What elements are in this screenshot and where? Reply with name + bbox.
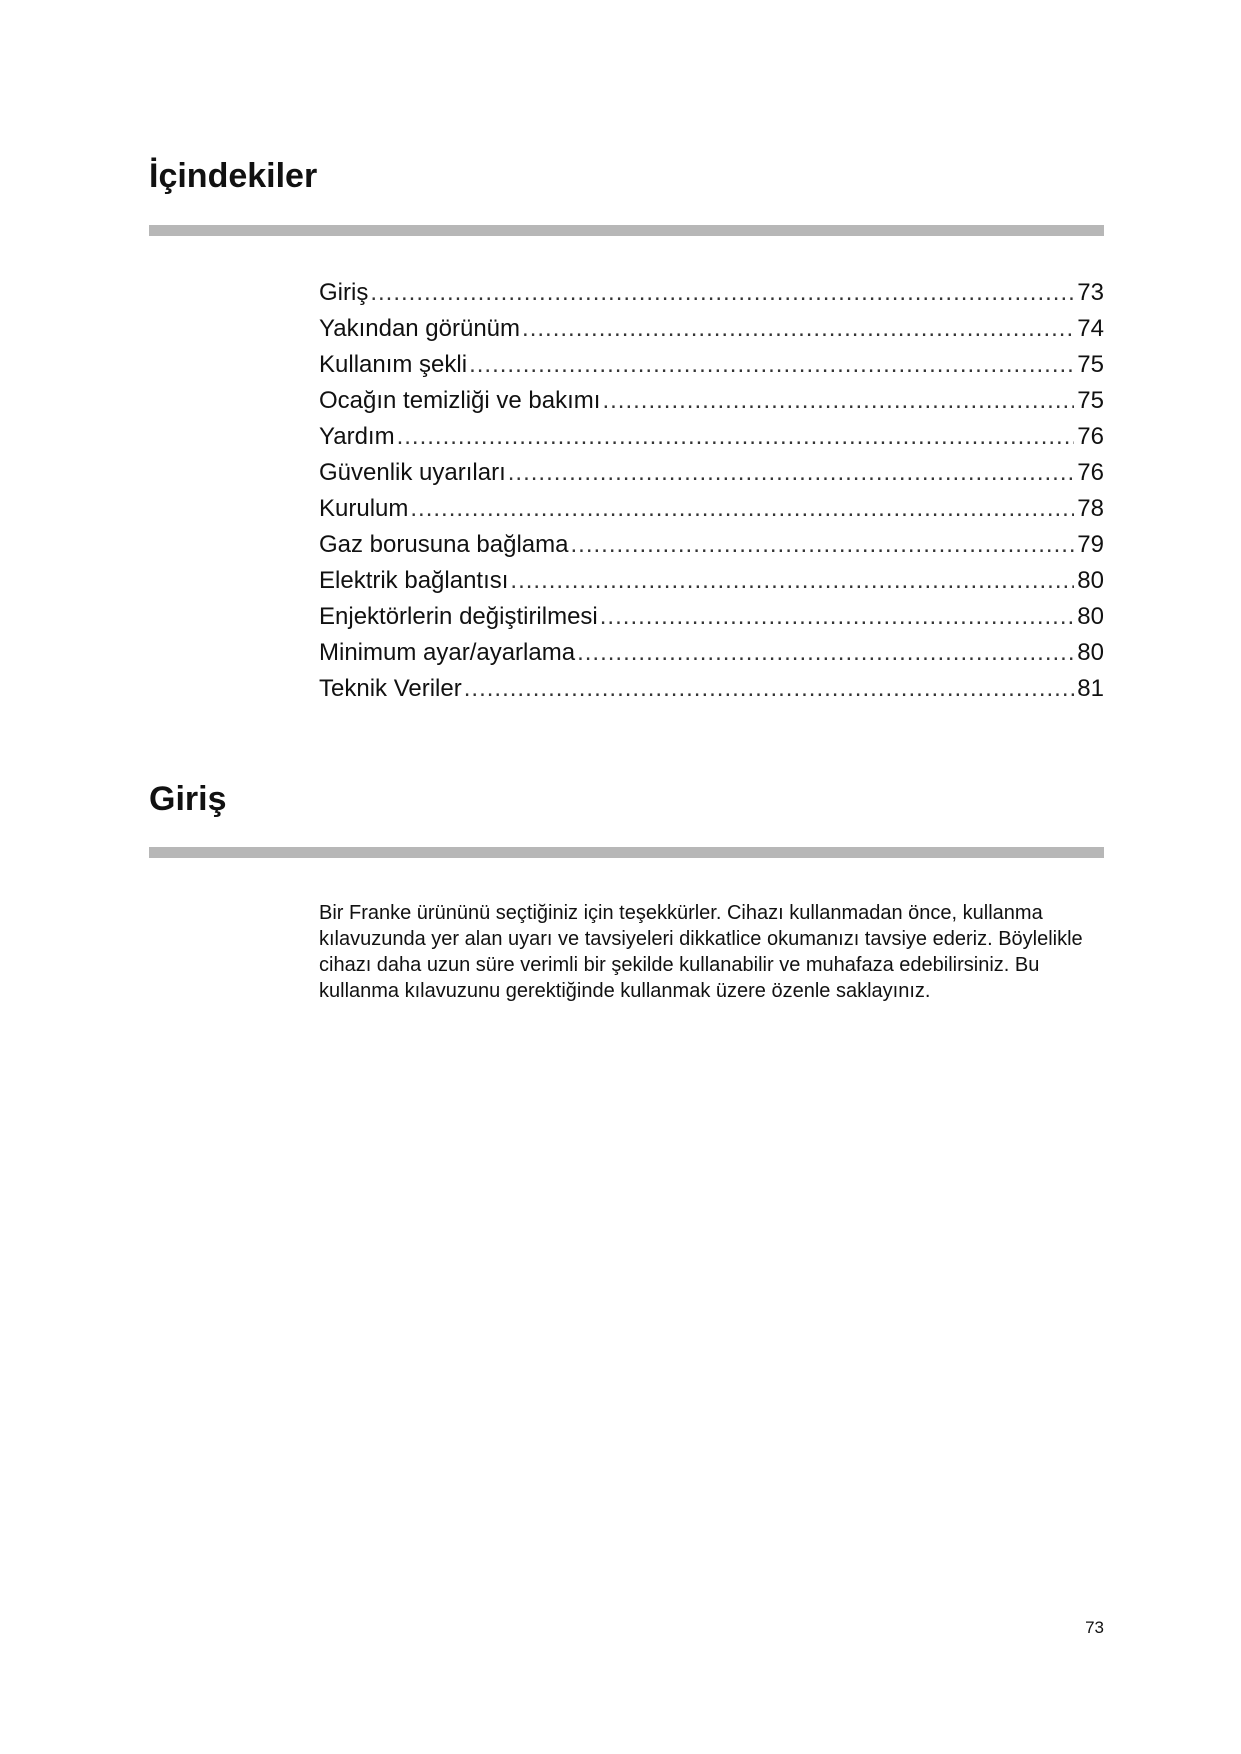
- toc-entry-page: 80: [1077, 567, 1104, 594]
- toc-leader-dots: [469, 350, 1074, 380]
- intro-heading: Giriş: [149, 780, 227, 818]
- toc-entry-guvenlik-uyarilari[interactable]: [319, 458, 1104, 494]
- toc-entry-label: Güvenlik uyarıları: [319, 459, 506, 486]
- toc-entry-giris[interactable]: [319, 278, 1104, 314]
- toc-entry-label: Elektrik bağlantısı: [319, 567, 509, 594]
- toc-heading: İçindekiler: [149, 157, 318, 195]
- toc-entry-page: 80: [1077, 639, 1104, 666]
- toc-leader-dots: [522, 314, 1074, 344]
- toc-leader-dots: [508, 458, 1075, 488]
- toc-leader-dots: [600, 602, 1075, 632]
- toc-entry-label: Yardım: [319, 423, 395, 450]
- toc-entry-page: 81: [1077, 675, 1104, 702]
- toc-leader-dots: [397, 422, 1075, 452]
- toc-entry-page: 74: [1077, 315, 1104, 342]
- toc-entry-label: Ocağın temizliği ve bakımı: [319, 387, 601, 414]
- toc-entry-elektrik-baglantisi[interactable]: [319, 566, 1104, 602]
- page-number: 73: [1085, 1618, 1104, 1637]
- toc-entry-yakindan-gorunum[interactable]: [319, 314, 1104, 350]
- toc-entry-label: Giriş: [319, 279, 369, 306]
- toc-entry-page: 79: [1077, 531, 1104, 558]
- toc-divider: [149, 225, 1104, 236]
- toc-entry-label: Kullanım şekli: [319, 351, 468, 378]
- toc-entry-temizlik-bakim[interactable]: [319, 386, 1104, 422]
- toc-entry-page: 80: [1077, 603, 1104, 630]
- toc-leader-dots: [410, 494, 1074, 524]
- toc-entry-kurulum[interactable]: [319, 494, 1104, 530]
- toc-leader-dots: [464, 674, 1075, 704]
- toc-entry-page: 73: [1077, 279, 1104, 306]
- table-of-contents: [319, 278, 1104, 710]
- intro-paragraph: Bir Franke ürününü seçtiğiniz için teşekkürler. Cihazı kullanmadan önce, kullanma kılavuzunda yer alan uyarı ve tavsiyeleri dikkatlice okumanızı tavsiye ederiz. Böylelikle cihazı daha uzun süre verimli bir şekilde kullanabilir ve muhafaza edebilirsiniz. Bu kullanma kılavuzunu gerektiğinde kullanmak üzere özenle saklayınız.: [319, 902, 1083, 1002]
- toc-entry-page: 76: [1077, 459, 1104, 486]
- toc-leader-dots: [577, 638, 1074, 668]
- toc-entry-teknik-veriler[interactable]: [319, 674, 1104, 710]
- toc-entry-yardim[interactable]: [319, 422, 1104, 458]
- toc-entry-page: 76: [1077, 423, 1104, 450]
- toc-entry-label: Gaz borusuna bağlama: [319, 531, 569, 558]
- toc-entry-gaz-borusu[interactable]: [319, 530, 1104, 566]
- toc-entry-enjektorler[interactable]: [319, 602, 1104, 638]
- toc-entry-page: 75: [1077, 387, 1104, 414]
- toc-entry-label: Teknik Veriler: [319, 675, 462, 702]
- toc-entry-minimum-ayar[interactable]: [319, 638, 1104, 674]
- toc-entry-page: 78: [1077, 495, 1104, 522]
- toc-leader-dots: [571, 530, 1075, 560]
- toc-entry-page: 75: [1077, 351, 1104, 378]
- toc-entry-label: Minimum ayar/ayarlama: [319, 639, 576, 666]
- intro-divider: [149, 847, 1104, 858]
- toc-leader-dots: [510, 566, 1074, 596]
- toc-entry-kullanim-sekli[interactable]: [319, 350, 1104, 386]
- toc-entry-label: Yakından görünüm: [319, 315, 521, 342]
- toc-leader-dots: [602, 386, 1074, 416]
- toc-leader-dots: [370, 278, 1074, 308]
- toc-entry-label: Enjektörlerin değiştirilmesi: [319, 603, 598, 630]
- toc-entry-label: Kurulum: [319, 495, 409, 522]
